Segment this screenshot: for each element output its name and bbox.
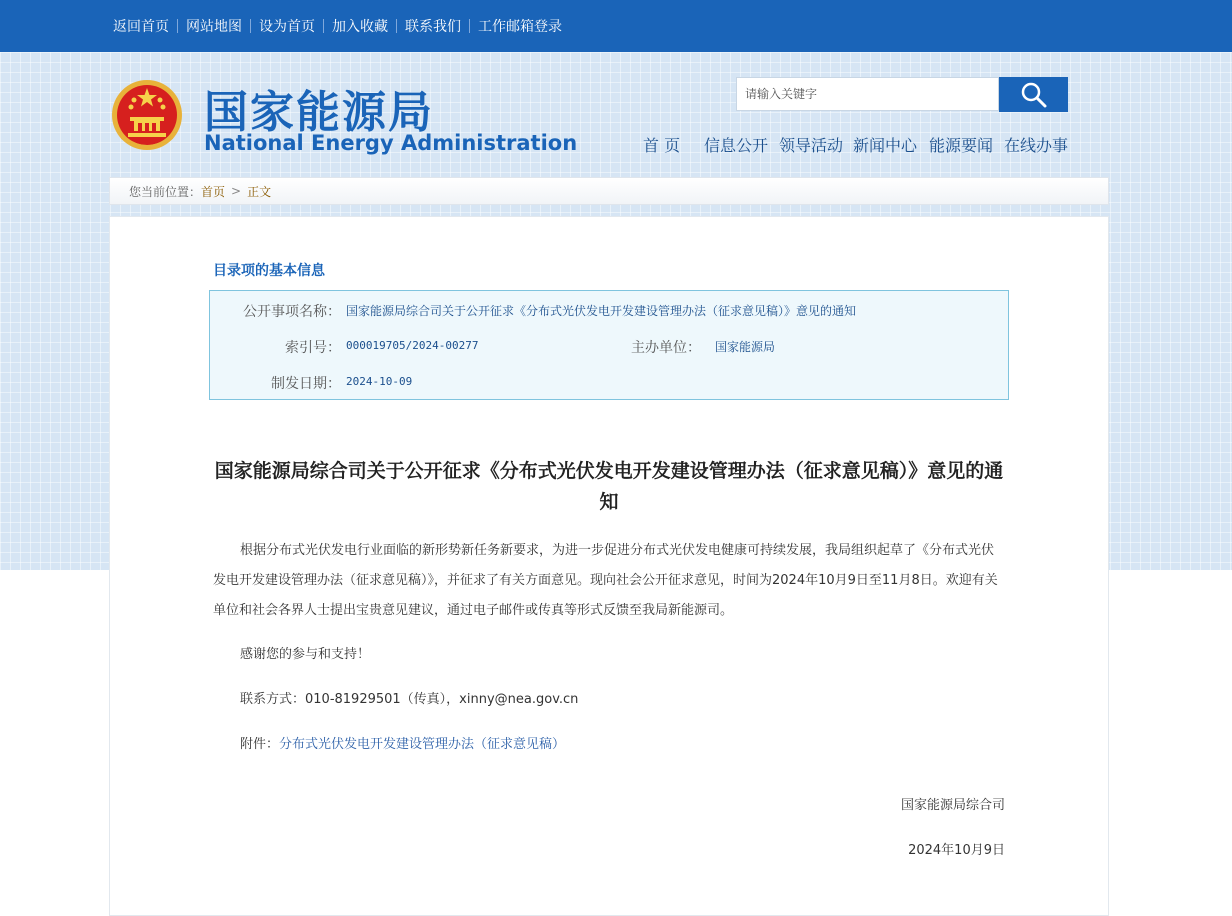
- article-attachment: [240, 733, 565, 752]
- top-link-contact[interactable]: 联系我们: [405, 19, 461, 35]
- top-link-mail-login[interactable]: 工作邮箱登录: [478, 19, 562, 35]
- breadcrumb: [109, 177, 1109, 205]
- top-utility-bar: [0, 0, 1232, 52]
- search-input[interactable]: [736, 77, 999, 111]
- info-date-label: 制发日期：: [271, 376, 341, 392]
- article-sign-date: 2024年10月9日: [908, 843, 1005, 858]
- top-link-set-homepage[interactable]: 设为首页: [259, 19, 315, 35]
- attachment-label: 附件：: [240, 737, 280, 752]
- national-emblem-icon[interactable]: [110, 77, 184, 153]
- search-button[interactable]: [999, 77, 1068, 112]
- top-link-bookmark[interactable]: 加入收藏: [332, 19, 388, 35]
- site-title-en: National Energy Administration: [204, 131, 578, 155]
- site-title-cn[interactable]: 国家能源局: [204, 87, 434, 138]
- article-signature: 国家能源局综合司: [900, 798, 1005, 813]
- info-org-value: 国家能源局: [715, 340, 776, 354]
- divider: [469, 19, 470, 33]
- divider: [177, 19, 178, 33]
- info-box: [209, 290, 1009, 400]
- breadcrumb-arrow: >: [231, 184, 242, 198]
- info-name-label: 公开事项名称：: [243, 304, 341, 320]
- nav-energy-news[interactable]: 能源要闻: [929, 136, 994, 155]
- info-index-label: 索引号：: [285, 340, 341, 356]
- nav-info-disclosure[interactable]: 信息公开: [704, 136, 769, 155]
- top-link-sitemap[interactable]: 网站地图: [186, 19, 242, 35]
- nav-news-center[interactable]: 新闻中心: [853, 136, 918, 155]
- info-org-label: 主办单位：: [631, 340, 701, 356]
- info-heading: 目录项的基本信息: [213, 263, 325, 279]
- nav-leadership[interactable]: 领导活动: [779, 136, 844, 155]
- nav-home[interactable]: 首 页: [643, 136, 681, 155]
- info-index-value: 000019705/2024-00277: [346, 339, 479, 352]
- nav-online-services[interactable]: 在线办事: [1004, 136, 1069, 155]
- info-name-value: 国家能源局综合司关于公开征求《分布式光伏发电开发建设管理办法（征求意见稿）》意见的通知: [346, 304, 857, 318]
- top-links: [113, 16, 562, 36]
- search-icon: [1020, 81, 1048, 109]
- info-date-value: 2024-10-09: [346, 375, 413, 388]
- top-link-home[interactable]: 返回首页: [113, 19, 169, 35]
- breadcrumb-prefix: 您当前位置：: [129, 184, 202, 199]
- attachment-link[interactable]: 分布式光伏发电开发建设管理办法（征求意见稿）: [279, 737, 566, 752]
- article-thanks: 感谢您的参与和支持！: [240, 647, 371, 662]
- article-contact: 联系方式：010-81929501（传真），xinny@nea.gov.cn: [240, 692, 579, 707]
- article-title: 国家能源局综合司关于公开征求《分布式光伏发电开发建设管理办法（征求意见稿）》意见的通知: [214, 460, 1004, 513]
- divider: [323, 19, 324, 33]
- divider: [250, 19, 251, 33]
- breadcrumb-current: 正文: [247, 184, 272, 199]
- breadcrumb-home[interactable]: 首页: [201, 184, 226, 199]
- article-paragraph: 根据分布式光伏发电行业面临的新形势新任务新要求，为进一步促进分布式光伏发电健康可持续发展，我局组织起草了《分布式光伏发电开发建设管理办法（征求意见稿）》，并征求了有关方面意见。现向社会公开征求意见，时间为2024年10月9日至11月8日。欢迎有关单位和社会各界人士提出宝贵意见建议，通过电子邮件或传真等形式反馈至我局新能源司。: [213, 543, 998, 618]
- divider: [396, 19, 397, 33]
